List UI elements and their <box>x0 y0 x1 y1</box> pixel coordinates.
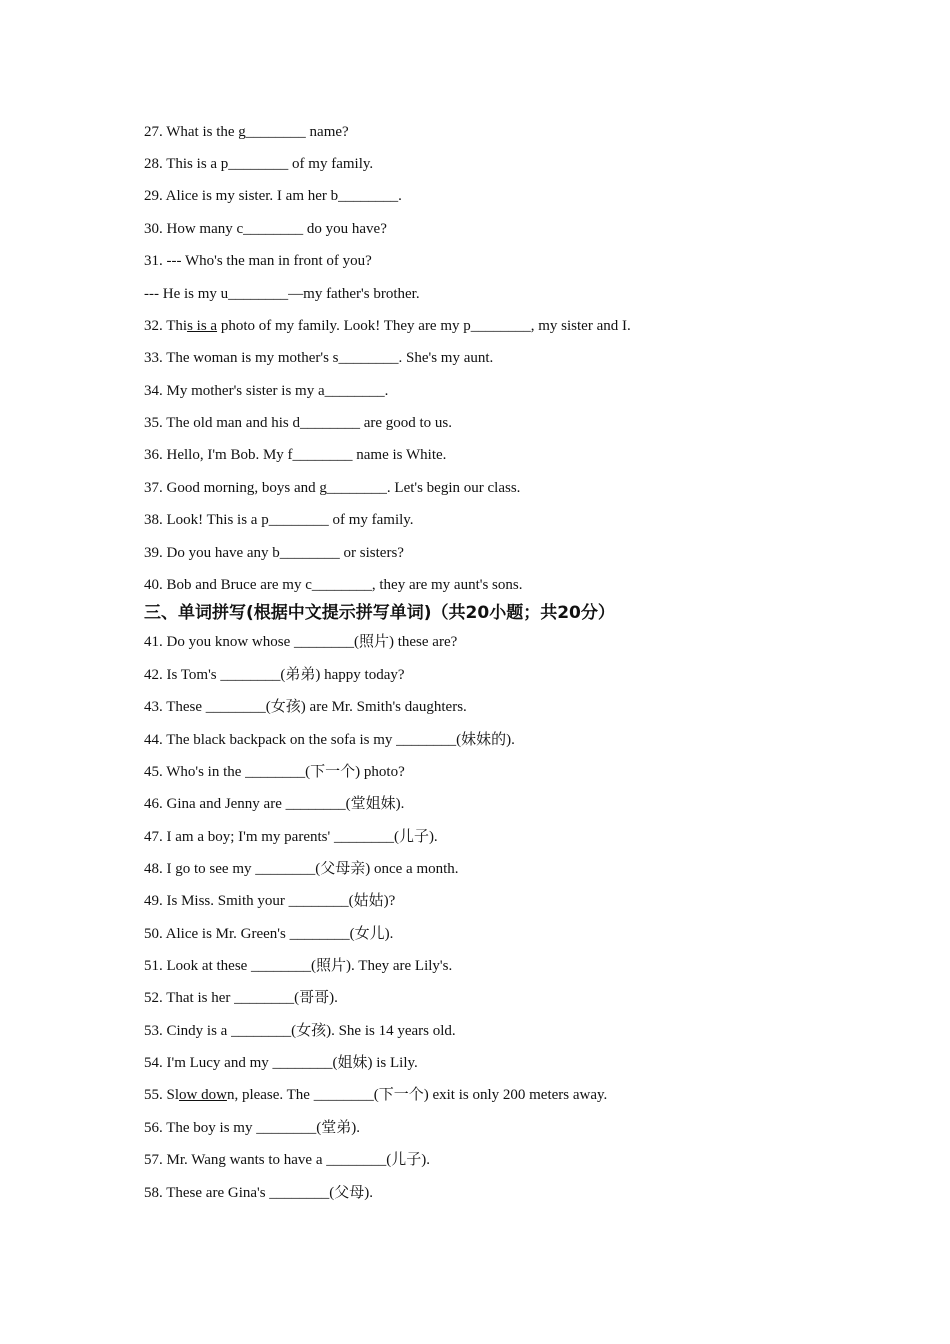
question-51: 51. Look at these ________(照片). They are Lily's. <box>144 958 453 974</box>
question-58: 58. These are Gina's ________(父母). <box>144 1185 374 1201</box>
question-43: 43. These ________(女孩) are Mr. Smith's daughters. <box>144 699 467 715</box>
question-39: 39. Do you have any b________ or sisters? <box>144 545 404 561</box>
question-47: 47. I am a boy; I'm my parents' ________(儿子). <box>144 829 438 845</box>
question-41: 41. Do you know whose ________(照片) these are? <box>144 634 458 650</box>
question-55-part-b: n, please. The ________(下一个) exit is only 200 meters away. <box>226 1087 608 1103</box>
question-30: 30. How many c________ do you have? <box>144 221 387 237</box>
question-32 <box>144 316 864 336</box>
question-32-part-b: photo of my family. Look! They are my p________, my sister and I. <box>217 318 631 334</box>
question-32-part-a: 32. Thi <box>144 318 188 334</box>
question-46: 46. Gina and Jenny are ________(堂姐妹). <box>144 796 405 812</box>
question-53: 53. Cindy is a ________(女孩). She is 14 years old. <box>144 1023 456 1039</box>
question-34: 34. My mother's sister is my a________. <box>144 383 389 399</box>
question-32-underlined: s is a <box>187 318 218 334</box>
question-48: 48. I go to see my ________(父母亲) once a month. <box>144 861 459 877</box>
question-31: 31. --- Who's the man in front of you? <box>144 253 372 269</box>
question-42: 42. Is Tom's ________(弟弟) happy today? <box>144 667 405 683</box>
question-50: 50. Alice is Mr. Green's ________(女儿). <box>144 926 394 942</box>
question-55 <box>144 1085 864 1105</box>
question-36: 36. Hello, I'm Bob. My f________ name is White. <box>144 447 447 463</box>
question-31-answer: --- He is my u________—my father's brother. <box>144 286 420 302</box>
question-44: 44. The black backpack on the sofa is my ________(妹妹的). <box>144 732 515 748</box>
question-27: 27. What is the g________ name? <box>144 124 349 140</box>
question-28: 28. This is a p________ of my family. <box>144 156 374 172</box>
question-57: 57. Mr. Wang wants to have a ________(儿子). <box>144 1152 430 1168</box>
question-52: 52. That is her ________(哥哥). <box>144 990 338 1006</box>
question-33: 33. The woman is my mother's s________. She's my aunt. <box>144 350 494 366</box>
question-55-part-a: 55. Sl <box>144 1087 180 1103</box>
question-54: 54. I'm Lucy and my ________(姐妹) is Lily. <box>144 1055 418 1071</box>
section-three-heading: 三、单词拼写(根据中文提示拼写单词)（共20小题；共20分） <box>144 603 615 623</box>
question-37: 37. Good morning, boys and g________. Let's begin our class. <box>144 480 521 496</box>
question-55-underlined: ow dow <box>179 1087 227 1103</box>
question-56: 56. The boy is my ________(堂弟). <box>144 1120 360 1136</box>
question-40: 40. Bob and Bruce are my c________, they are my aunt's sons. <box>144 577 523 593</box>
question-45: 45. Who's in the ________(下一个) photo? <box>144 764 405 780</box>
question-35: 35. The old man and his d________ are good to us. <box>144 415 453 431</box>
question-38: 38. Look! This is a p________ of my family. <box>144 512 414 528</box>
question-29: 29. Alice is my sister. I am her b________. <box>144 188 402 204</box>
question-49: 49. Is Miss. Smith your ________(姑姑)? <box>144 893 396 909</box>
